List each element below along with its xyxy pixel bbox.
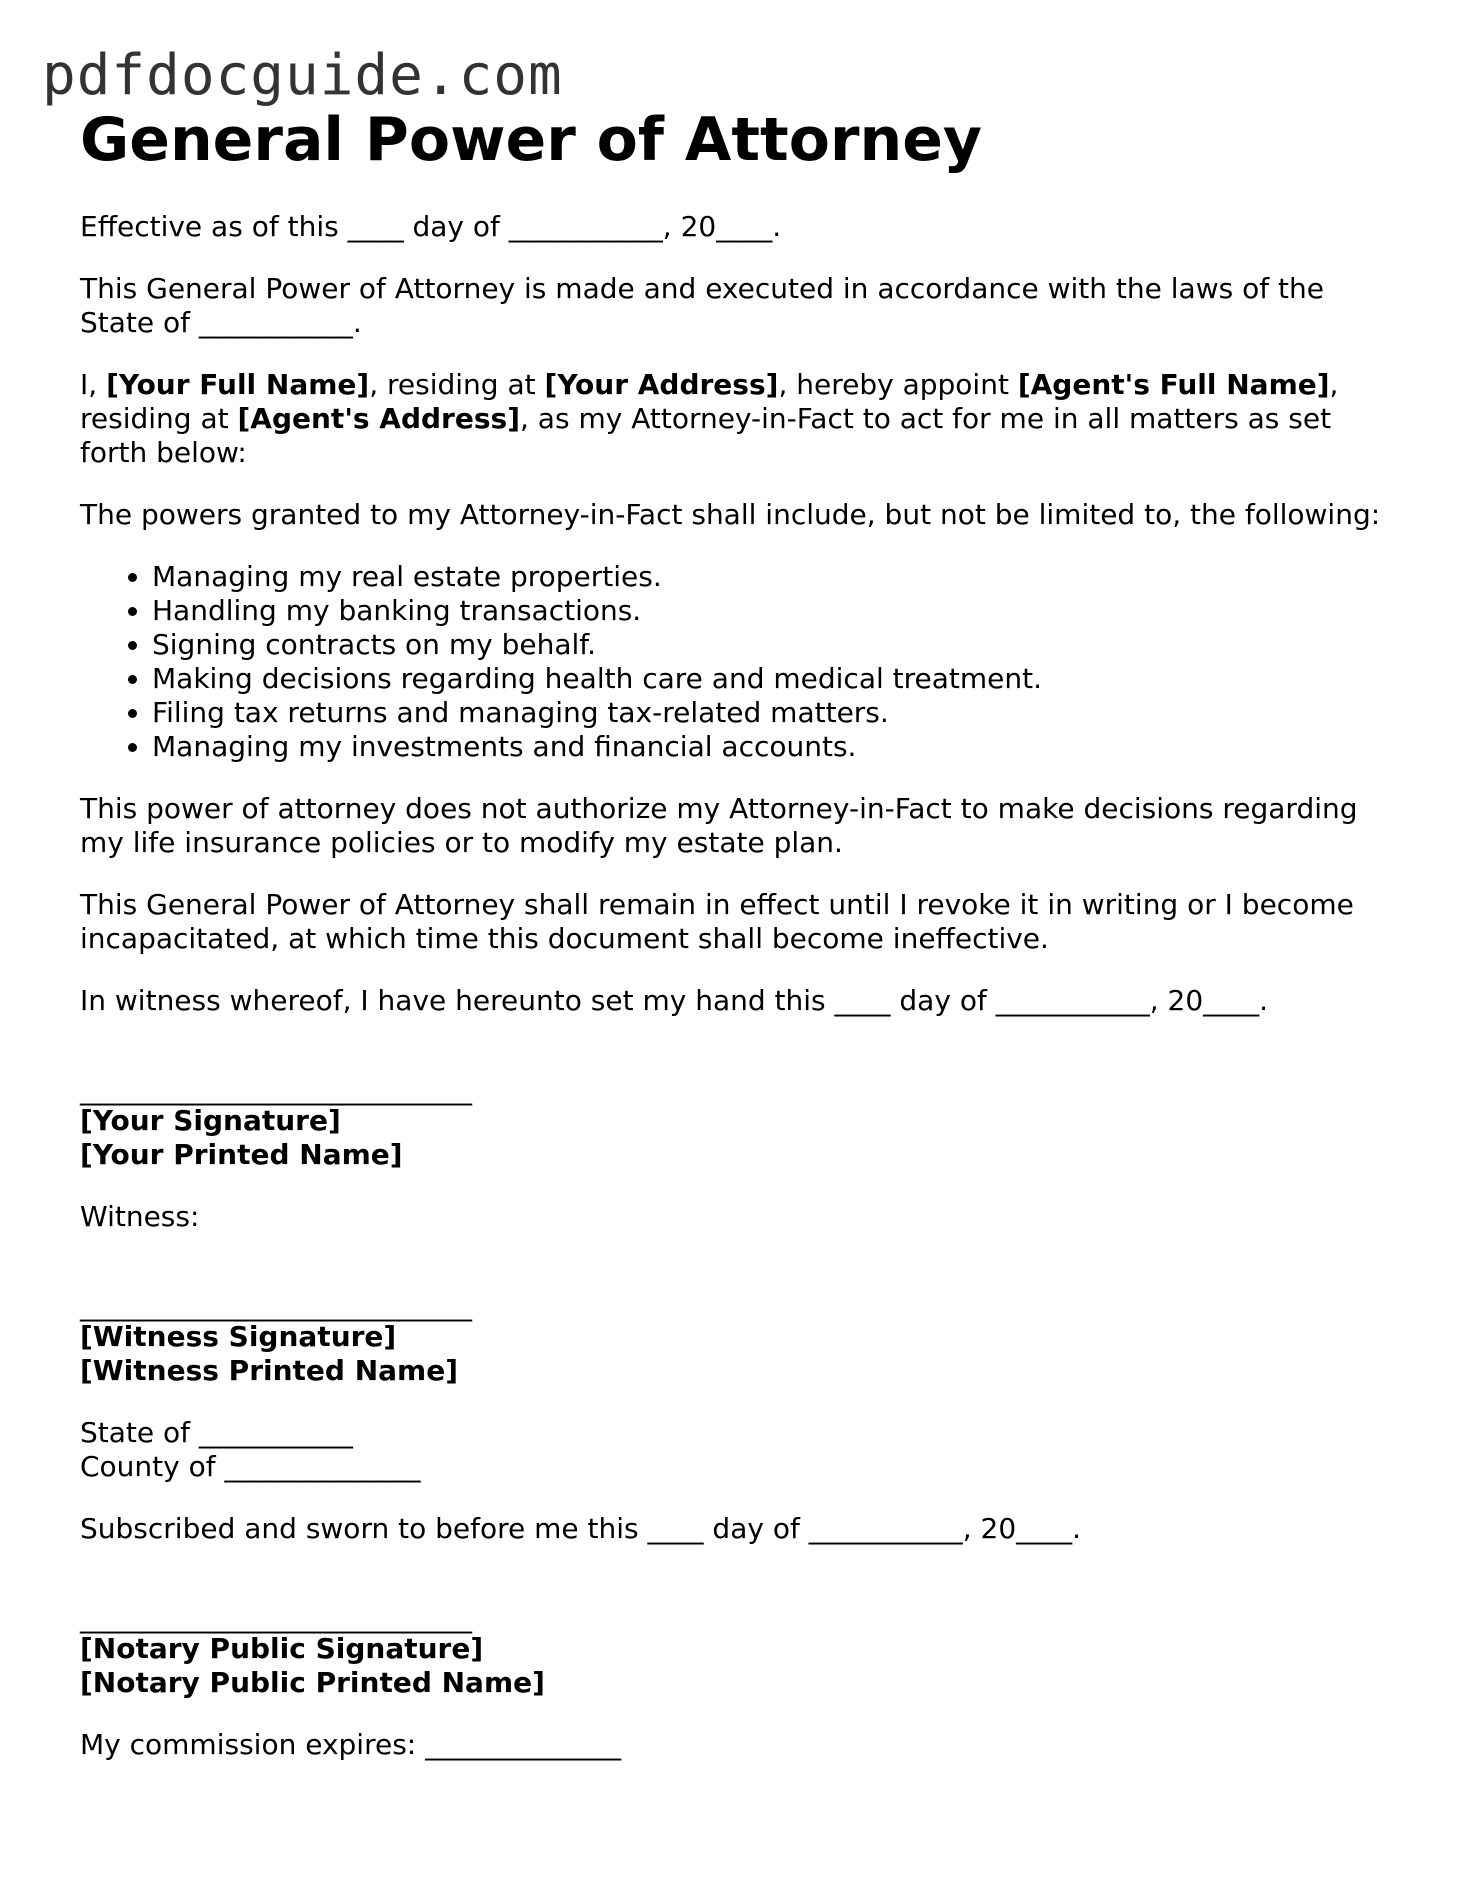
county-line: County of ______________ — [80, 1450, 421, 1483]
duration-paragraph: This General Power of Attorney shall remain in effect until I revoke it in writing or I become incapacitated, at which time this document shall become ineffective. — [80, 888, 1354, 955]
witness-signature-block — [80, 1289, 1400, 1388]
appointment-paragraph — [80, 368, 1400, 470]
power-item: • Managing my real estate properties. — [152, 560, 1400, 594]
power-item: • Managing my investments and financial accounts. — [152, 730, 1400, 764]
document-title: General Power of Attorney — [80, 105, 983, 175]
principal-signature-line[interactable]: ____________________________ — [80, 1073, 472, 1106]
power-item: • Making decisions regarding health care and medical treatment. — [152, 662, 1400, 696]
notary-signature-line[interactable]: ____________________________ — [80, 1601, 472, 1634]
governing-law-statement: This General Power of Attorney is made and executed in accordance with the laws of the State of ___________. — [80, 272, 1324, 339]
limitation-paragraph: This power of attorney does not authorize my Attorney-in-Fact to make decisions regarding my life insurance policies or to modify my estate plan. — [80, 792, 1358, 859]
commission-expiry-line: My commission expires: ______________ — [80, 1728, 622, 1761]
appointment-text: , residing at — [369, 368, 545, 401]
power-item: • Filing tax returns and managing tax-related matters. — [152, 696, 1400, 730]
appointment-text: I, — [80, 368, 107, 401]
document — [80, 100, 1400, 1762]
principal-signature-placeholder: [Your Signature] — [80, 1104, 341, 1137]
appointment-text: , as my Attorney-in-Fact to act for me in all matters as set forth below: — [80, 402, 1332, 469]
notary-signature-placeholder: [Notary Public Signature] — [80, 1632, 484, 1665]
witness-printed-name-placeholder: [Witness Printed Name] — [80, 1354, 458, 1387]
agent-name-placeholder: [Agent's Full Name] — [1017, 368, 1330, 401]
witness-signature-line[interactable]: ____________________________ — [80, 1289, 472, 1322]
principal-name-placeholder: [Your Full Name] — [106, 368, 370, 401]
appointment-text: , residing at — [80, 368, 1339, 435]
principal-address-placeholder: [Your Address] — [544, 368, 779, 401]
witness-label: Witness: — [80, 1200, 200, 1233]
appointment-text: , hereby appoint — [778, 368, 1018, 401]
effective-date-line: Effective as of this ____ day of ___________, 20____. — [80, 210, 782, 243]
agent-address-placeholder: [Agent's Address] — [237, 402, 520, 435]
state-line: State of ___________ — [80, 1416, 353, 1449]
notary-signature-block — [80, 1601, 1400, 1700]
powers-intro: The powers granted to my Attorney-in-Fact shall include, but not be limited to, the following: — [80, 498, 1381, 531]
notary-clause: Subscribed and sworn to before me this ____ day of ___________, 20____. — [80, 1512, 1082, 1545]
notary-printed-name-placeholder: [Notary Public Printed Name] — [80, 1666, 545, 1699]
witness-signature-placeholder: [Witness Signature] — [80, 1320, 397, 1353]
watermark: pdfdocguide.com — [42, 43, 563, 108]
principal-signature-block — [80, 1073, 1400, 1172]
witness-clause: In witness whereof, I have hereunto set my hand this ____ day of ___________, 20____. — [80, 984, 1269, 1017]
power-item: • Signing contracts on my behalf. — [152, 628, 1400, 662]
principal-printed-name-placeholder: [Your Printed Name] — [80, 1138, 403, 1171]
powers-list — [80, 560, 1400, 764]
venue-block — [80, 1416, 1400, 1484]
power-item: • Handling my banking transactions. — [152, 594, 1400, 628]
